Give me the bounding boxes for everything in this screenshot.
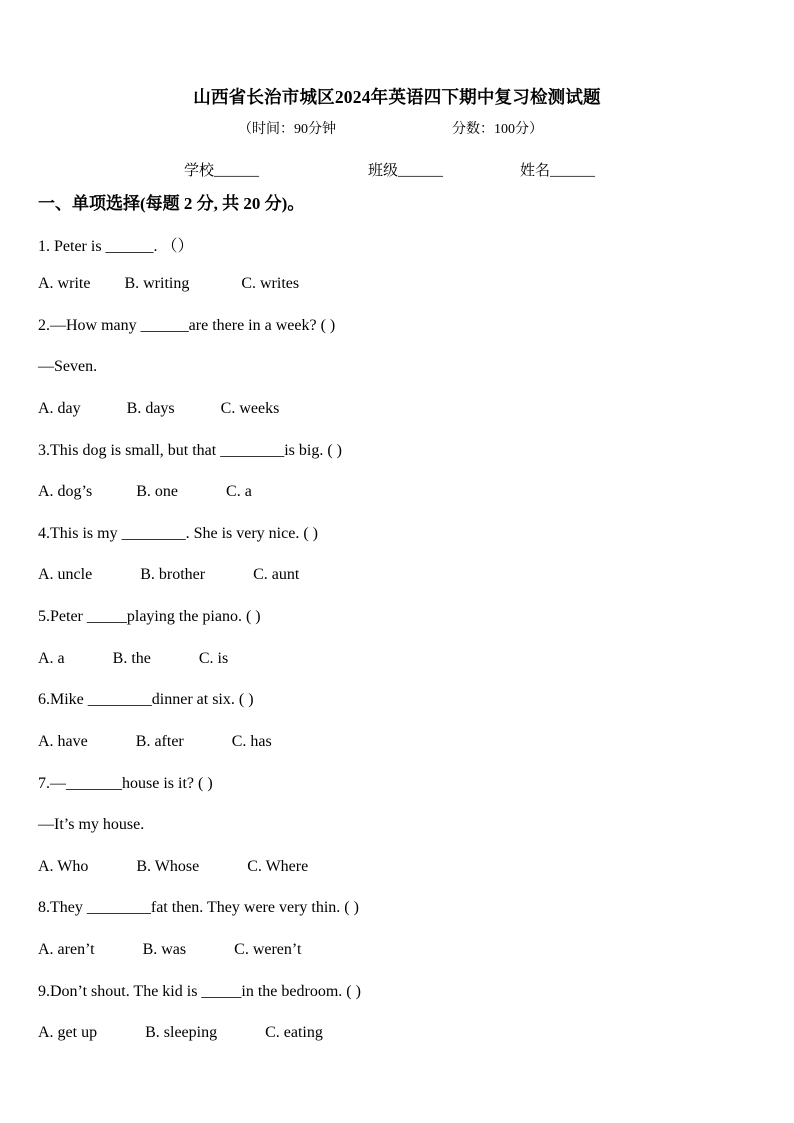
option-a: A. dog’s	[38, 483, 93, 500]
page-title: 山西省长治市城区2024年英语四下期中复习检测试题	[193, 87, 601, 107]
question-options	[38, 941, 301, 959]
question-options	[38, 566, 299, 584]
option-c: C. Where	[247, 858, 309, 875]
answer-line: —Seven.	[38, 358, 98, 375]
option-c: C. has	[231, 733, 272, 750]
school-field: 学校______	[184, 163, 260, 179]
question-options	[38, 483, 252, 501]
question-stem: 8.They ________fat then. They were very thin. ( )	[38, 899, 359, 916]
option-b: B. after	[135, 733, 184, 750]
option-c: C. a	[226, 483, 252, 500]
option-a: A. uncle	[38, 566, 93, 583]
class-field: 班级______	[368, 163, 444, 179]
option-c: C. weeks	[220, 400, 280, 417]
option-b: B. one	[136, 483, 179, 500]
question-options	[38, 1024, 323, 1042]
option-b: B. was	[142, 941, 187, 958]
question-stem: 5.Peter _____playing the piano. ( )	[38, 608, 261, 625]
option-c: C. aunt	[253, 566, 300, 583]
exam-time: （时间：90分钟	[238, 122, 336, 137]
question-stem: 7.—_______house is it? ( )	[38, 775, 213, 792]
question-options	[38, 400, 279, 418]
question-options	[38, 275, 299, 293]
question-stem: 2.—How many ______are there in a week? ( )	[38, 317, 336, 334]
option-b: B. Whose	[136, 858, 200, 875]
option-b: B. writing	[124, 275, 190, 292]
answer-line: —It’s my house.	[38, 816, 145, 833]
option-a: A. write	[38, 275, 91, 292]
question-options	[38, 858, 308, 876]
question-stem: 1. Peter is ______. （）	[38, 238, 194, 255]
section-heading: 一、单项选择(每题 2 分, 共 20 分)。	[38, 194, 305, 213]
option-a: A. day	[38, 400, 81, 417]
option-b: B. sleeping	[145, 1024, 218, 1041]
option-a: A. aren’t	[38, 941, 95, 958]
option-c: C. is	[198, 650, 229, 667]
option-a: A. have	[38, 733, 88, 750]
exam-score: 分数：100分）	[452, 122, 543, 137]
option-c: C. weren’t	[234, 941, 302, 958]
option-c: C. eating	[265, 1024, 323, 1041]
option-b: B. days	[126, 400, 175, 417]
question-stem: 9.Don’t shout. The kid is _____in the bedroom. ( )	[38, 983, 361, 1000]
option-b: B. brother	[140, 566, 206, 583]
question-options	[38, 733, 272, 751]
option-b: B. the	[112, 650, 151, 667]
option-a: A. get up	[38, 1024, 98, 1041]
question-stem: 6.Mike ________dinner at six. ( )	[38, 691, 254, 708]
question-stem: 3.This dog is small, but that ________is big. ( )	[38, 442, 342, 459]
option-a: A. a	[38, 650, 65, 667]
question-stem: 4.This is my ________. She is very nice. ( )	[38, 525, 318, 542]
option-a: A. Who	[38, 858, 89, 875]
question-options	[38, 650, 228, 668]
name-field: 姓名______	[520, 163, 596, 179]
option-c: C. writes	[241, 275, 300, 292]
